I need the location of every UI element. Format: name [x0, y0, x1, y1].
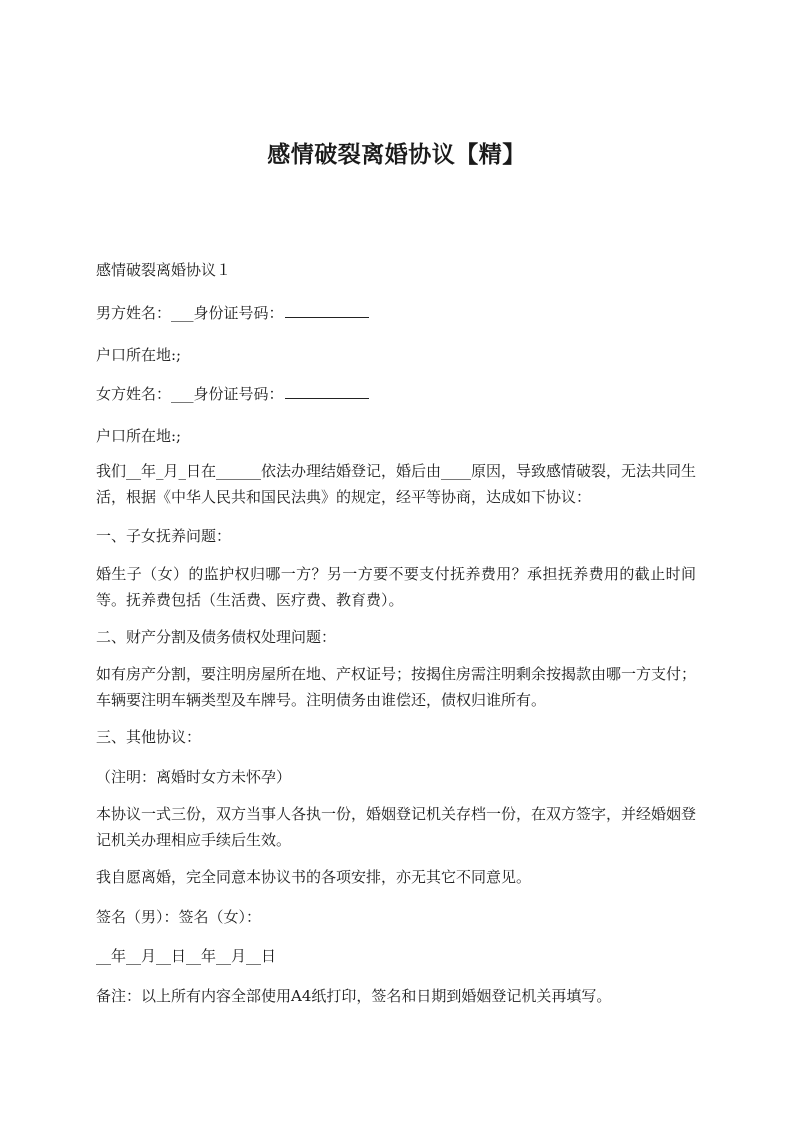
pregnancy-note: （注明：离婚时女方未怀孕） — [96, 768, 292, 786]
male-id-blank — [285, 302, 369, 318]
section-2-body: 如有房产分割，要注明房屋所在地、产权证号；按揭住房需注明剩余按揭款由哪一方支付；车辆要注明车辆类型及车牌号。注明债务由谁偿还，债权归谁所有。 — [96, 665, 697, 709]
voluntary-statement: 我自愿离婚，完全同意本协议书的各项安排，亦无其它不同意见。 — [96, 868, 532, 886]
remark-paragraph: 备注：以上所有内容全部使用A4纸打印，签名和日期到婚姻登记机关再填写。 — [96, 987, 612, 1005]
male-hukou-line: 户口所在地:; — [96, 346, 182, 364]
section-2-title: 二、财产分割及债务债权处理问题： — [96, 628, 337, 646]
male-name-line — [96, 300, 696, 326]
female-name-line — [96, 381, 696, 407]
female-name-label: 女方姓名：___身份证号码： — [96, 385, 284, 403]
female-id-blank — [285, 383, 369, 399]
date-line: __年__月__日__年__月__日 — [96, 947, 277, 965]
agreement-subtitle: 感情破裂离婚协议１ — [96, 261, 232, 279]
section-3-title: 三、其他协议： — [96, 728, 202, 746]
intro-paragraph: 我们__年_月_日在______依法办理结婚登记，婚后由____原因，导致感情破裂，无法共同生活，根据《中华人民共和国民法典》的规定，经平等协商，达成如下协议： — [96, 462, 697, 506]
female-hukou-line: 户口所在地:; — [96, 427, 182, 445]
document-title: 感情破裂离婚协议【精】 — [267, 141, 526, 168]
section-1-body: 婚生子（女）的监护权归哪一方？另一方要不要支付抚养费用？承担抚养费用的截止时间等。抚养费包括（生活费、医疗费、教育费）。 — [96, 565, 696, 609]
copies-paragraph: 本协议一式三份，双方当事人各执一份，婚姻登记机关存档一份，在双方签字，并经婚姻登记机关办理相应手续后生效。 — [96, 805, 697, 849]
male-name-label: 男方姓名：___身份证号码： — [96, 304, 284, 322]
signature-line: 签名（男）：签名（女）： — [96, 908, 262, 926]
section-1-title: 一、子女抚养问题： — [96, 527, 232, 545]
